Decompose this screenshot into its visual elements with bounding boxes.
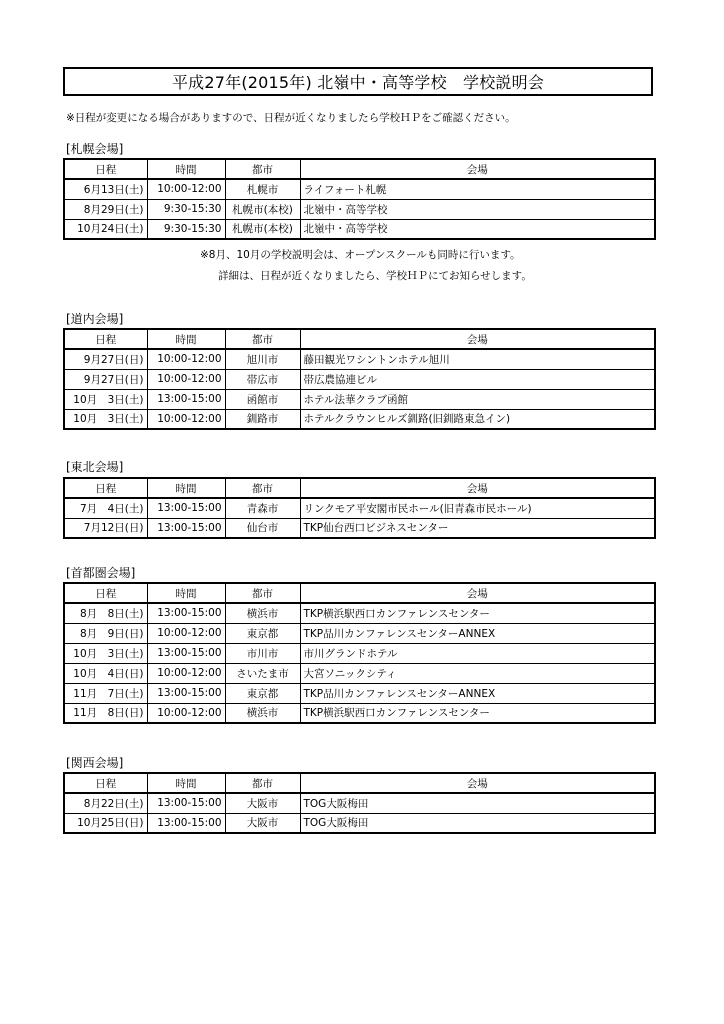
table-header-row xyxy=(64,478,655,498)
section-label-shutoken: [首都圏会場] xyxy=(66,566,136,580)
cell-venue: ライフォート札幌 xyxy=(300,179,655,199)
cell-date: 7月 4日(土) xyxy=(64,498,147,518)
header-city: 都市 xyxy=(225,478,300,498)
cell-venue: ホテルクラウンヒルズ釧路(旧釧路東急イン) xyxy=(300,409,655,429)
cell-venue: 帯広農協連ビル xyxy=(300,369,655,389)
header-city: 都市 xyxy=(225,583,300,603)
cell-venue: 北嶺中・高等学校 xyxy=(300,199,655,219)
header-time: 時間 xyxy=(147,159,225,179)
cell-time: 10:00-12:00 xyxy=(147,179,225,199)
header-date: 日程 xyxy=(64,478,147,498)
table-header-row xyxy=(64,159,655,179)
cell-venue: ホテル法華クラブ函館 xyxy=(300,389,655,409)
cell-venue: TOG大阪梅田 xyxy=(300,813,655,833)
header-time: 時間 xyxy=(147,773,225,793)
cell-time: 13:00-15:00 xyxy=(147,603,225,623)
cell-time: 13:00-15:00 xyxy=(147,518,225,538)
cell-venue: TKP横浜駅西口カンファレンスセンター xyxy=(300,603,655,623)
cell-city: 大阪市 xyxy=(225,813,300,833)
table-row xyxy=(64,389,655,409)
cell-date: 10月 4日(日) xyxy=(64,663,147,683)
cell-city: 東京都 xyxy=(225,683,300,703)
section-label-sapporo: [札幌会場] xyxy=(66,142,124,156)
section-label-kansai: [関西会場] xyxy=(66,756,124,770)
cell-time: 10:00-12:00 xyxy=(147,623,225,643)
table-header-row xyxy=(64,329,655,349)
cell-city: 札幌市(本校) xyxy=(225,199,300,219)
cell-city: 青森市 xyxy=(225,498,300,518)
cell-venue: 大宮ソニックシティ xyxy=(300,663,655,683)
cell-time: 9:30-15:30 xyxy=(147,199,225,219)
table-row xyxy=(64,643,655,663)
table-row xyxy=(64,219,655,239)
header-venue: 会場 xyxy=(300,773,655,793)
cell-city: 仙台市 xyxy=(225,518,300,538)
cell-time: 9:30-15:30 xyxy=(147,219,225,239)
cell-date: 11月 7日(土) xyxy=(64,683,147,703)
table-row xyxy=(64,623,655,643)
table-row xyxy=(64,369,655,389)
table-row xyxy=(64,199,655,219)
header-venue: 会場 xyxy=(300,583,655,603)
cell-city: さいたま市 xyxy=(225,663,300,683)
schedule-table-hokkaido xyxy=(63,328,656,430)
header-date: 日程 xyxy=(64,329,147,349)
cell-date: 9月27日(日) xyxy=(64,369,147,389)
document-title: 平成27年(2015年) 北嶺中・高等学校 学校説明会 xyxy=(63,67,653,96)
cell-city: 横浜市 xyxy=(225,603,300,623)
header-time: 時間 xyxy=(147,478,225,498)
table-row xyxy=(64,703,655,723)
table-header-row xyxy=(64,583,655,603)
cell-venue: TKP横浜駅西口カンファレンスセンター xyxy=(300,703,655,723)
cell-time: 10:00-12:00 xyxy=(147,663,225,683)
section-label-tohoku: [東北会場] xyxy=(66,460,124,474)
cell-date: 10月 3日(土) xyxy=(64,409,147,429)
open-school-note: ※8月、10月の学校説明会は、オープンスクールも同時に行います。 xyxy=(200,249,521,261)
cell-time: 13:00-15:00 xyxy=(147,793,225,813)
cell-time: 13:00-15:00 xyxy=(147,683,225,703)
cell-date: 9月27日(日) xyxy=(64,349,147,369)
cell-date: 8月 8日(土) xyxy=(64,603,147,623)
cell-time: 10:00-12:00 xyxy=(147,349,225,369)
schedule-table-kansai xyxy=(63,772,656,834)
schedule-change-notice: ※日程が変更になる場合がありますので、日程が近くなりましたら学校ＨＰをご確認ください。 xyxy=(66,112,516,124)
cell-date: 10月24日(土) xyxy=(64,219,147,239)
cell-city: 函館市 xyxy=(225,389,300,409)
cell-city: 横浜市 xyxy=(225,703,300,723)
cell-city: 帯広市 xyxy=(225,369,300,389)
cell-venue: 北嶺中・高等学校 xyxy=(300,219,655,239)
cell-city: 札幌市 xyxy=(225,179,300,199)
cell-time: 10:00-12:00 xyxy=(147,409,225,429)
schedule-table-shutoken xyxy=(63,582,656,724)
cell-date: 6月13日(土) xyxy=(64,179,147,199)
header-time: 時間 xyxy=(147,329,225,349)
cell-city: 釧路市 xyxy=(225,409,300,429)
cell-date: 8月 9日(日) xyxy=(64,623,147,643)
cell-date: 10月 3日(土) xyxy=(64,389,147,409)
table-row xyxy=(64,518,655,538)
table-row xyxy=(64,349,655,369)
header-date: 日程 xyxy=(64,583,147,603)
cell-time: 10:00-12:00 xyxy=(147,703,225,723)
header-city: 都市 xyxy=(225,773,300,793)
cell-city: 大阪市 xyxy=(225,793,300,813)
table-row xyxy=(64,663,655,683)
table-row xyxy=(64,813,655,833)
cell-date: 7月12日(日) xyxy=(64,518,147,538)
cell-time: 10:00-12:00 xyxy=(147,369,225,389)
cell-time: 13:00-15:00 xyxy=(147,813,225,833)
cell-date: 11月 8日(日) xyxy=(64,703,147,723)
header-date: 日程 xyxy=(64,773,147,793)
cell-venue: 藤田観光ワシントンホテル旭川 xyxy=(300,349,655,369)
cell-city: 東京都 xyxy=(225,623,300,643)
cell-venue: TKP品川カンファレンスセンターANNEX xyxy=(300,683,655,703)
cell-venue: TKP仙台西口ビジネスセンター xyxy=(300,518,655,538)
cell-date: 10月25日(日) xyxy=(64,813,147,833)
header-city: 都市 xyxy=(225,329,300,349)
table-row xyxy=(64,793,655,813)
header-city: 都市 xyxy=(225,159,300,179)
table-row xyxy=(64,179,655,199)
schedule-table-tohoku xyxy=(63,477,656,539)
schedule-table-sapporo xyxy=(63,158,656,240)
cell-city: 札幌市(本校) xyxy=(225,219,300,239)
cell-date: 10月 3日(土) xyxy=(64,643,147,663)
cell-city: 旭川市 xyxy=(225,349,300,369)
cell-time: 13:00-15:00 xyxy=(147,389,225,409)
table-row xyxy=(64,498,655,518)
header-time: 時間 xyxy=(147,583,225,603)
table-row xyxy=(64,683,655,703)
cell-venue: 市川グランドホテル xyxy=(300,643,655,663)
header-venue: 会場 xyxy=(300,478,655,498)
header-venue: 会場 xyxy=(300,329,655,349)
cell-time: 13:00-15:00 xyxy=(147,498,225,518)
details-note: 詳細は、日程が近くなりましたら、学校ＨＰにてお知らせします。 xyxy=(218,270,532,282)
header-venue: 会場 xyxy=(300,159,655,179)
table-row xyxy=(64,409,655,429)
cell-venue: TKP品川カンファレンスセンターANNEX xyxy=(300,623,655,643)
cell-venue: リンクモア平安閣市民ホール(旧青森市民ホール) xyxy=(300,498,655,518)
cell-venue: TOG大阪梅田 xyxy=(300,793,655,813)
cell-time: 13:00-15:00 xyxy=(147,643,225,663)
header-date: 日程 xyxy=(64,159,147,179)
cell-city: 市川市 xyxy=(225,643,300,663)
table-header-row xyxy=(64,773,655,793)
section-label-hokkaido: [道内会場] xyxy=(66,312,124,326)
table-row xyxy=(64,603,655,623)
cell-date: 8月29日(土) xyxy=(64,199,147,219)
cell-date: 8月22日(土) xyxy=(64,793,147,813)
